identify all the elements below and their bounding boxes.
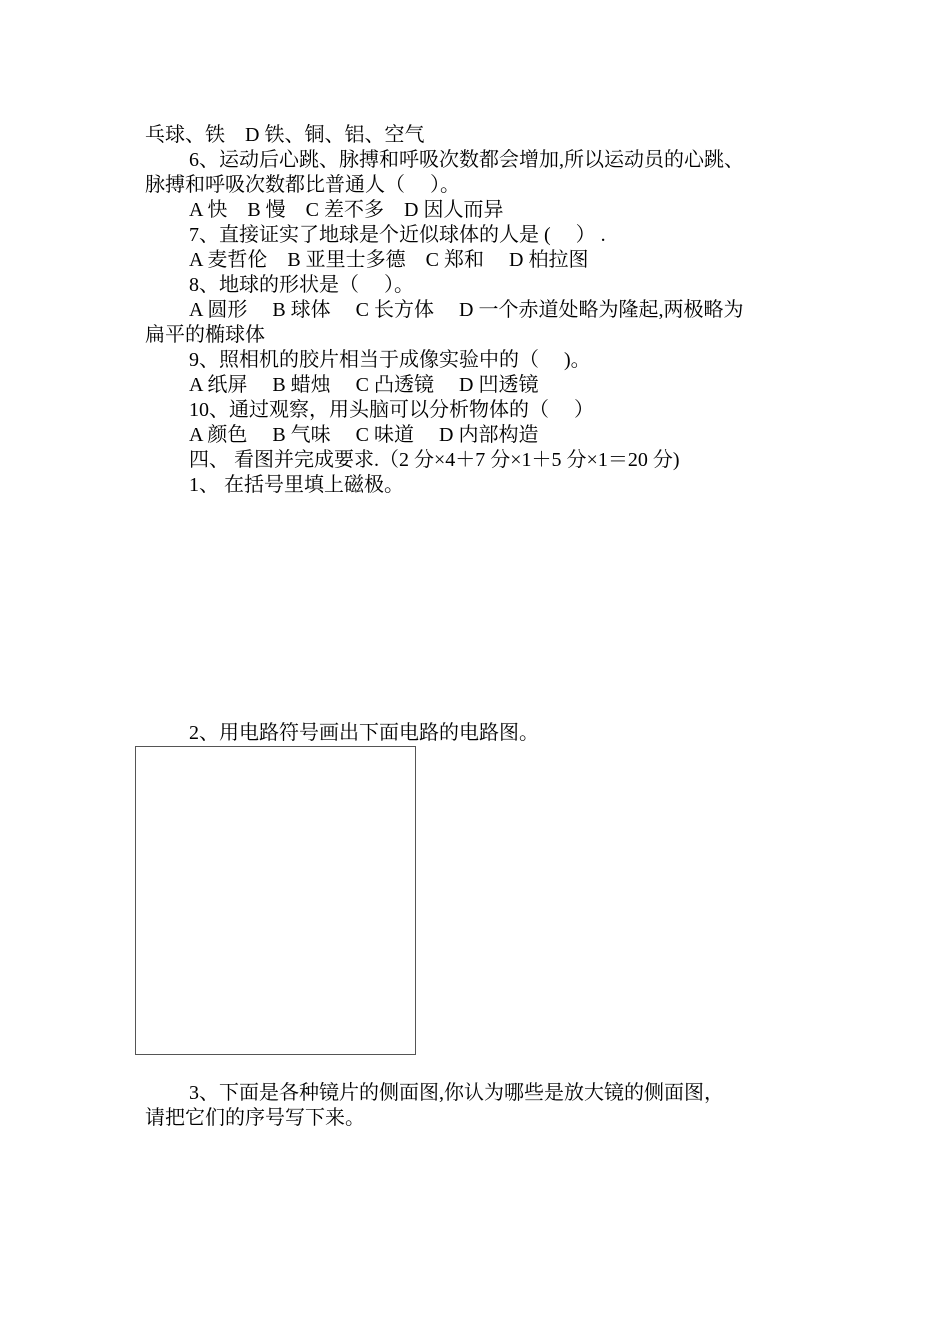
circuit-drawing-box bbox=[135, 746, 416, 1055]
question-10-options: A 颜色 B 气味 C 味道 D 内部构造 bbox=[189, 424, 539, 446]
question-7: 7、直接证实了地球是个近似球体的人是 ( ） . bbox=[189, 224, 606, 246]
question-7-options: A 麦哲伦 B 亚里士多德 C 郑和 D 柏拉图 bbox=[189, 249, 589, 271]
question-6-line-2: 脉搏和呼吸次数都比普通人（ ）。 bbox=[145, 174, 460, 196]
question-9-options: A 纸屏 B 蜡烛 C 凸透镜 D 凹透镜 bbox=[189, 374, 539, 396]
question-10: 10、通过观察，用头脑可以分析物体的（ ） bbox=[189, 399, 594, 421]
question-8-options-line-2: 扁平的椭球体 bbox=[145, 324, 265, 346]
question-8-options-line-1: A 圆形 B 球体 C 长方体 D 一个赤道处略为隆起,两极略为 bbox=[189, 299, 744, 321]
section-4-heading: 四、 看图并完成要求.（2 分×4＋7 分×1＋5 分×1＝20 分) bbox=[189, 449, 680, 471]
question-9: 9、照相机的胶片相当于成像实验中的（ )。 bbox=[189, 349, 591, 371]
question-6-line-1: 6、运动后心跳、脉搏和呼吸次数都会增加,所以运动员的心跳、 bbox=[189, 149, 744, 171]
problem-1-magnet-poles: 1、 在括号里填上磁极。 bbox=[189, 474, 404, 496]
q5-options-continued: 乓球、铁 D 铁、铜、铝、空气 bbox=[145, 124, 425, 146]
question-6-options: A 快 B 慢 C 差不多 D 因人而异 bbox=[189, 199, 504, 221]
problem-3-line-2: 请把它们的序号写下来。 bbox=[145, 1107, 365, 1129]
problem-3-line-1: 3、下面是各种镜片的侧面图,你认为哪些是放大镜的侧面图， bbox=[189, 1082, 724, 1104]
problem-2-circuit: 2、用电路符号画出下面电路的电路图。 bbox=[189, 722, 539, 744]
question-8: 8、地球的形状是（ ）。 bbox=[189, 274, 414, 296]
